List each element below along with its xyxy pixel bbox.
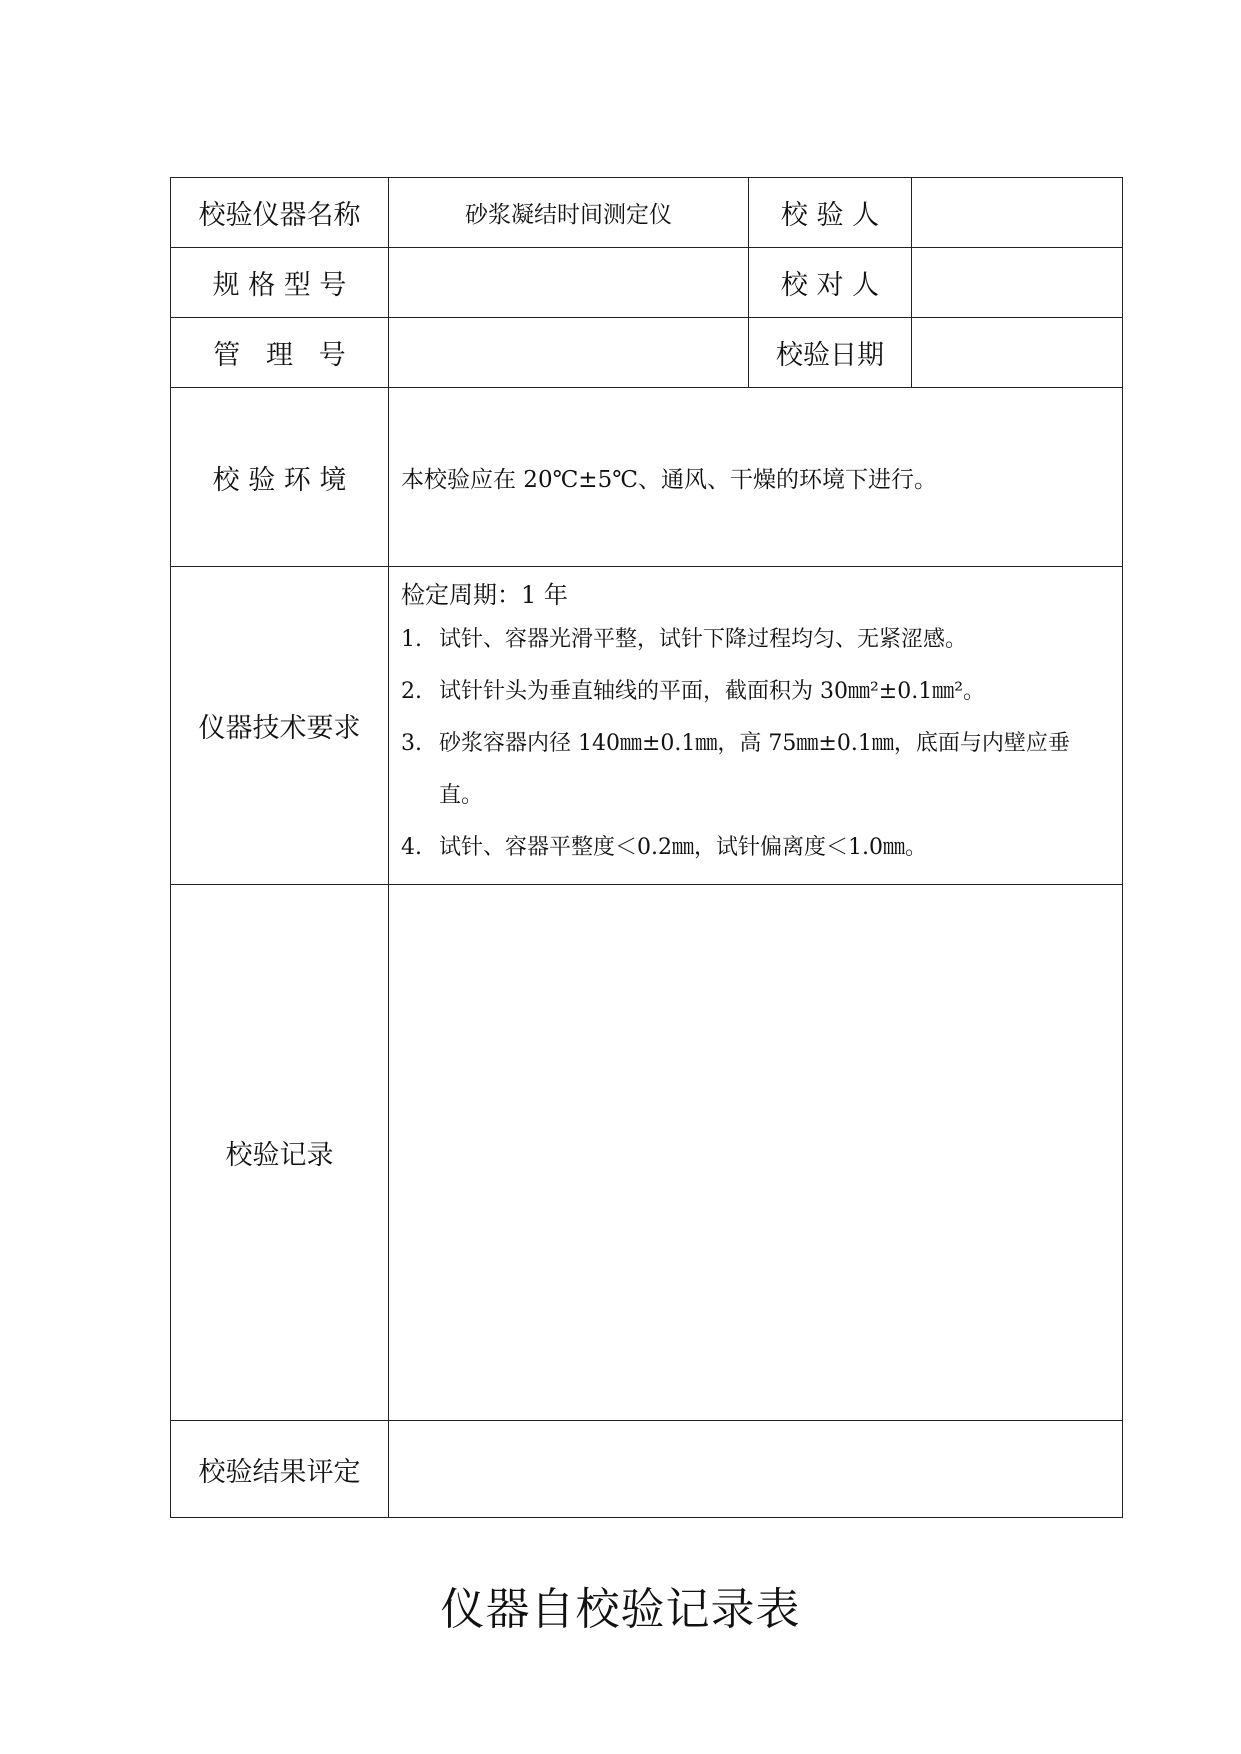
row-record	[171, 885, 1123, 1421]
requirement-number: 2.	[401, 679, 422, 704]
spec-value[interactable]	[389, 248, 749, 318]
document-title: 仪器自校验记录表	[440, 1584, 801, 1635]
environment-label: 校 验 环 境	[171, 388, 389, 567]
row-spec	[171, 248, 1123, 318]
requirement-text: 砂浆容器内径 140㎜±0.1㎜，高 75㎜±0.1㎜，底面与内壁应垂直。	[439, 731, 1070, 808]
requirement-text: 试针、容器平整度＜0.2㎜，试针偏离度＜1.0㎜。	[439, 835, 927, 860]
requirement-number: 3.	[401, 731, 422, 756]
mgmt-number-value[interactable]	[389, 318, 749, 388]
tech-requirements-label: 仪器技术要求	[171, 567, 389, 885]
row-mgmt-number	[171, 318, 1123, 388]
requirement-number: 1.	[401, 627, 422, 652]
requirement-item-3	[401, 718, 1112, 822]
tech-requirements-content	[389, 567, 1123, 885]
result-value[interactable]	[389, 1421, 1123, 1518]
requirement-text: 试针、容器光滑平整，试针下降过程均匀、无紧涩感。	[439, 627, 968, 652]
calibration-period-label: 检定周期：	[401, 581, 521, 609]
date-value[interactable]	[912, 318, 1123, 388]
environment-value: 本校验应在 20℃±5℃、通风、干燥的环境下进行。	[389, 388, 1123, 567]
requirement-text: 试针针头为垂直轴线的平面，截面积为 30㎜²±0.1㎜²。	[439, 679, 986, 704]
row-tech-requirements	[171, 567, 1123, 885]
mgmt-number-label: 管 理 号	[171, 318, 389, 388]
inspector-value[interactable]	[912, 178, 1123, 248]
result-label: 校验结果评定	[171, 1421, 389, 1518]
row-result	[171, 1421, 1123, 1518]
requirement-number: 4.	[401, 835, 422, 860]
checker-value[interactable]	[912, 248, 1123, 318]
calibration-period-value: 1 年	[521, 581, 568, 609]
instrument-name-value[interactable]: 砂浆凝结时间测定仪	[389, 178, 749, 248]
row-environment	[171, 388, 1123, 567]
row-instrument-name	[171, 178, 1123, 248]
calibration-period	[401, 575, 1112, 610]
instrument-name-label: 校验仪器名称	[171, 178, 389, 248]
record-value[interactable]	[389, 885, 1123, 1421]
requirement-item-2	[401, 666, 1112, 718]
date-label: 校验日期	[749, 318, 912, 388]
inspector-label: 校 验 人	[749, 178, 912, 248]
calibration-form-table	[170, 177, 1123, 1518]
requirement-item-4	[401, 822, 1112, 874]
record-label: 校验记录	[171, 885, 389, 1421]
checker-label: 校 对 人	[749, 248, 912, 318]
requirement-item-1	[401, 614, 1112, 666]
spec-label: 规 格 型 号	[171, 248, 389, 318]
